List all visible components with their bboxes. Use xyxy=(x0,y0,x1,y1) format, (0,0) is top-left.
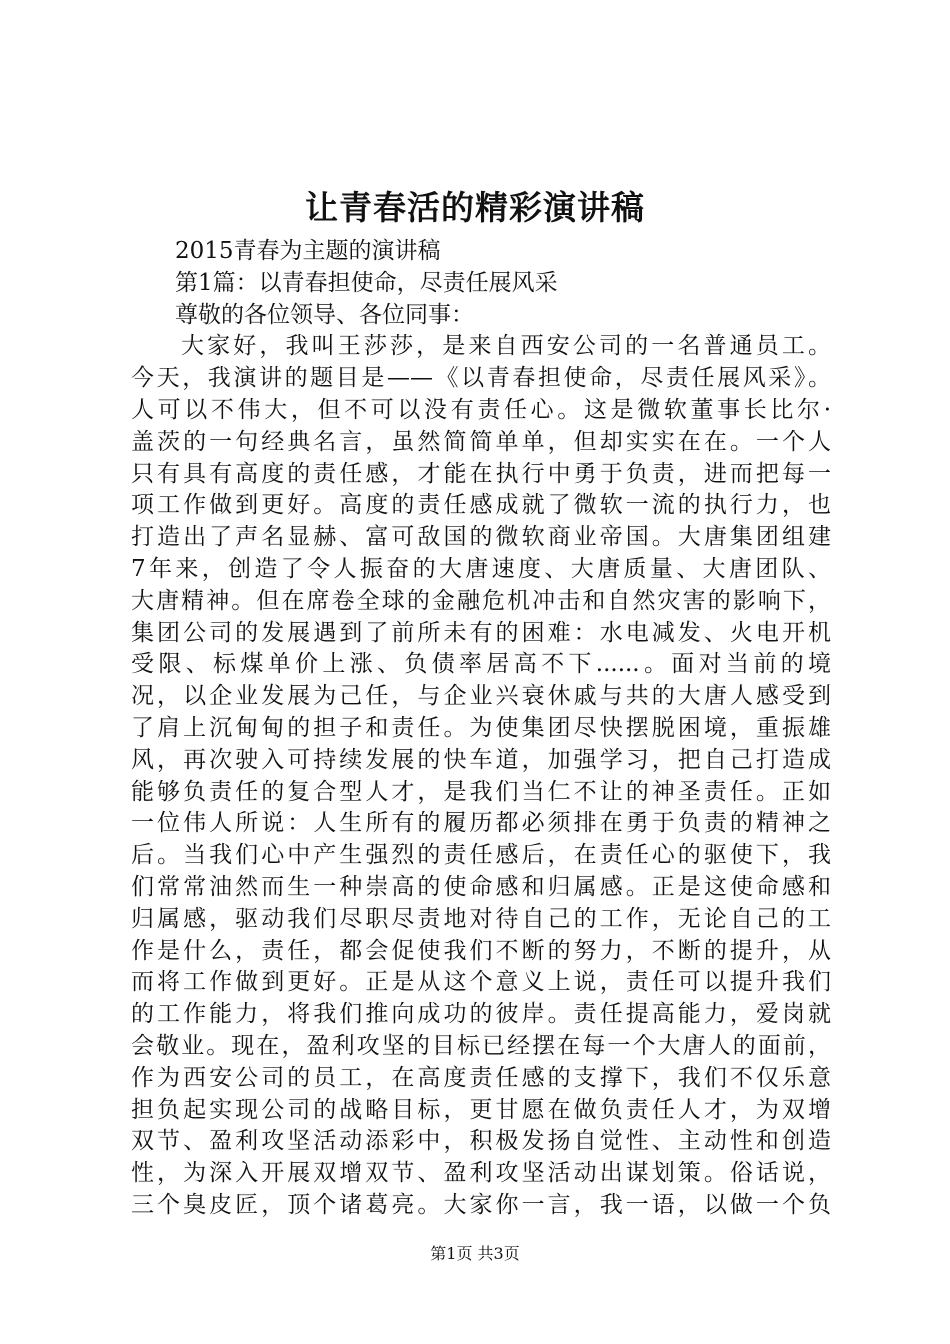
paragraph-line: 受限、标煤单价上涨、负债率居高不下......。面对当前的境 xyxy=(131,651,831,678)
paragraph-line: 大家好，我叫王莎莎，是来自西安公司的一名普通员工。 xyxy=(181,333,831,360)
paragraph-line: 担负起实现公司的战略目标，更甘愿在做负责任人才，为双增 xyxy=(131,1096,831,1123)
paragraph-line: 盖茨的一句经典名言，虽然简简单单，但却实实在在。一个人 xyxy=(131,428,831,455)
paragraph-line: 7年来，创造了令人振奋的大唐速度、大唐质量、大唐团队、 xyxy=(131,555,831,582)
paragraph-line: 作为西安公司的员工，在高度责任感的支撑下，我们不仅乐意 xyxy=(131,1064,831,1091)
paragraph-line: 了肩上沉甸甸的担子和责任。为使集团尽快摆脱困境，重振雄 xyxy=(131,714,831,741)
paragraph-line: 大唐精神。但在席卷全球的金融危机冲击和自然灾害的影响下， xyxy=(131,587,831,614)
paragraph-line: 双节、盈利攻坚活动添彩中，积极发扬自觉性、主动性和创造 xyxy=(131,1128,831,1155)
paragraph-line: 一位伟人所说：人生所有的履历都必须排在勇于负责的精神之 xyxy=(131,810,831,837)
paragraph-line: 作是什么，责任，都会促使我们不断的努力，不断的提升，从 xyxy=(131,937,831,964)
paragraph-line: 只有具有高度的责任感，才能在执行中勇于负责，进而把每一 xyxy=(131,460,831,487)
paragraph-line: 的工作能力，将我们推向成功的彼岸。责任提高能力，爱岗就 xyxy=(131,1001,831,1028)
paragraph-line: 项工作做到更好。高度的责任感成就了微软一流的执行力，也 xyxy=(131,492,831,519)
document-body xyxy=(131,236,831,1222)
paragraph-line: 归属感，驱动我们尽职尽责地对待自己的工作，无论自己的工 xyxy=(131,905,831,932)
paragraph-line: 今天，我演讲的题目是——《以青春担使命，尽责任展风采》。 xyxy=(131,365,831,392)
paragraph-line: 而将工作做到更好。正是从这个意义上说，责任可以提升我们 xyxy=(131,969,831,996)
paragraph-line: 们常常油然而生一种崇高的使命感和归属感。正是这使命感和 xyxy=(131,873,831,900)
page-number-footer: 第1页 共3页 xyxy=(430,1244,520,1263)
salutation-line: 尊敬的各位领导、各位同事： xyxy=(175,301,474,328)
paragraph-line: 能够负责任的复合型人才，是我们当仁不让的神圣责任。正如 xyxy=(131,778,831,805)
subtitle-line: 2015青春为主题的演讲稿 xyxy=(175,238,441,264)
paragraph-line: 三个臭皮匠，顶个诸葛亮。大家你一言，我一语，以做一个负 xyxy=(131,1191,831,1218)
paragraph-line: 性，为深入开展双增双节、盈利攻坚活动出谋划策。俗话说， xyxy=(131,1160,831,1187)
paragraph-line: 人可以不伟大，但不可以没有责任心。这是微软董事长比尔· xyxy=(131,396,831,423)
paragraph-line: 况，以企业发展为己任，与企业兴衰休戚与共的大唐人感受到 xyxy=(131,683,831,710)
paragraph-line: 会敬业。现在，盈利攻坚的目标已经摆在每一个大唐人的面前， xyxy=(131,1032,831,1059)
paragraph-line: 后。当我们心中产生强烈的责任感后，在责任心的驱使下，我 xyxy=(131,842,831,869)
document-title: 让青春活的精彩演讲稿 xyxy=(305,188,645,227)
paragraph-line: 风，再次驶入可持续发展的快车道，加强学习，把自己打造成 xyxy=(131,746,831,773)
paragraph-line: 集团公司的发展遇到了前所未有的困难：水电减发、火电开机 xyxy=(131,619,831,646)
section-heading: 第1篇：以青春担使命，尽责任展风采 xyxy=(175,269,558,296)
paragraph-line: 打造出了声名显赫、富可敌国的微软商业帝国。大唐集团组建 xyxy=(131,524,831,551)
